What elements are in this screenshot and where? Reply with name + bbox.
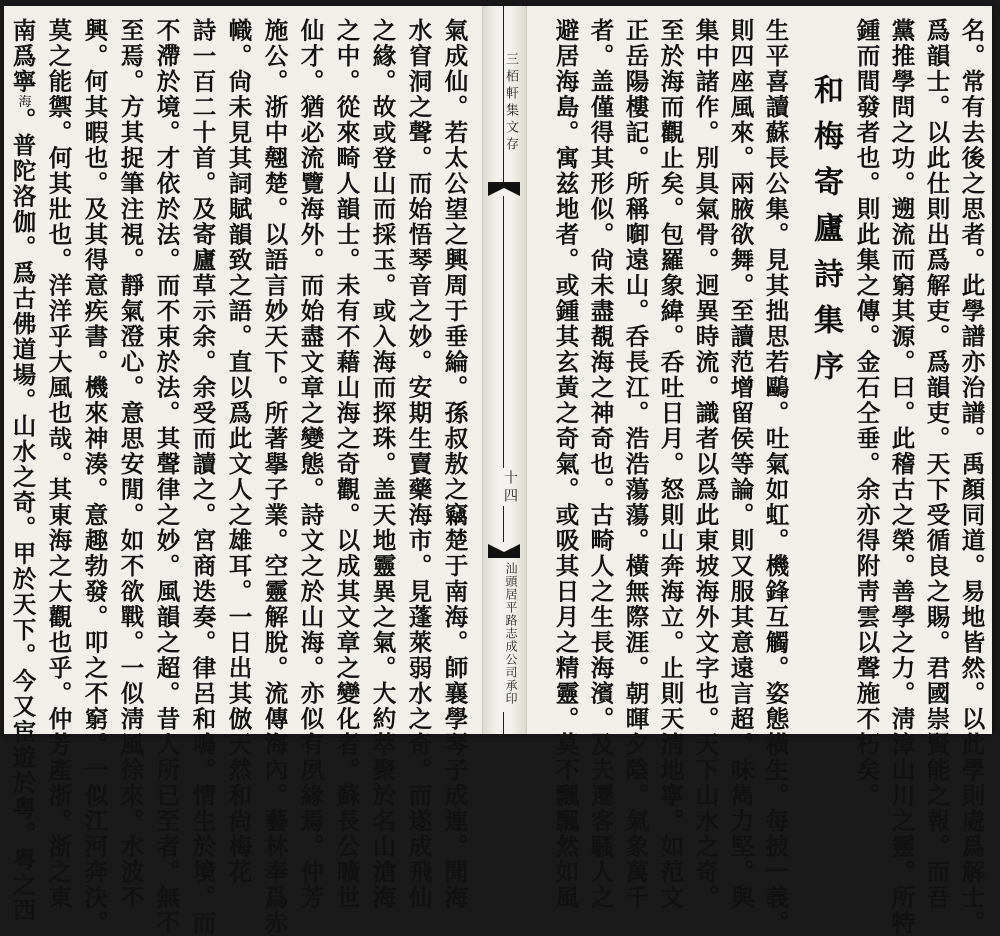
text-column: 則四座風來。兩腋欲舞。至讀范增留侯等論。則又服其意遠言超。味雋力堅。與 — [726, 18, 755, 911]
text-column: 至焉。方其捉筆注視。靜氣澄心。意思安閒。如不欲戰。一似淸風徐來。水波不 — [116, 18, 145, 911]
text-column: 莫之能禦。何其壯也。洋洋乎大風也哉。其東海之大觀也乎。仲芳產浙。浙之東 — [44, 18, 73, 911]
text-column: 詩一百二十首。及寄廬草示余。余受而讀之。宮商迭奏。律呂和鳴。情生於境。而 — [188, 18, 217, 936]
text-column: 集中諸作。別具氣骨。迥異時流。識者以爲此東坡海外文字也。天下山水之奇。 — [691, 18, 720, 911]
text-segment: 。普陀洛伽。爲古佛道場。山水之奇。甲於天下。今又宦遊於粤。粤之西 — [8, 107, 37, 924]
text-column: 幟。尙未見其詞賦韻致之語。直以爲此文人之雄耳。一日出其倣天然和尙梅花 — [224, 18, 253, 885]
text-column: 興。何其暇也。及其得意疾書。機來神湊。意趣勃發。叩之不窮。一似江河奔決。 — [80, 18, 109, 936]
inline-note: 海 — [15, 94, 31, 108]
text-column: 鍾而間發者也。則此集之傳。金石仝垂。余亦得附靑雲以聲施不朽矣。 — [852, 18, 881, 809]
text-column: 至於海而觀止矣。包羅象緯。呑吐日月。怒則山奔海立。止則天淸地寧。如范文 — [656, 18, 685, 911]
book-gutter — [482, 6, 526, 734]
page-title: 和梅寄廬詩集序 — [808, 74, 843, 396]
text-column: 氣成仙。若太公望之興周于垂綸。孫叔敖之竊楚于南海。師襄學琴子成連。聞海 — [440, 18, 469, 911]
text-column: 水窅洞之聲。而始悟琴音之妙。安期生賣藥海市。見蓬萊弱水之奇。而遂成飛仙 — [404, 18, 433, 911]
left-page — [4, 6, 483, 936]
text-column: 者。盖僅得其形似。尙未盡覩海之神奇也。古畸人之生長海濱。及夫遷客騷人之 — [586, 18, 615, 911]
text-column: 名。常有去後之思者。此學譜亦治譜。禹顏同道。易地皆然。以此學則處爲解士。 — [957, 18, 986, 936]
gutter-rule — [503, 506, 504, 542]
text-column: 之緣。故或登山而採玉。或入海而探珠。盖天地靈異之氣。大約萃聚於名山滄海 — [368, 18, 397, 911]
text-column: 正岳陽樓記。所稱啣遠山。呑長江。浩浩蕩蕩。橫無際涯。朝暉夕陰。氣象萬千 — [621, 18, 650, 911]
page-number: 十四 — [502, 470, 518, 506]
text-column: 黨推學問之功。遡流而窮其源。曰。此稽古之榮。善學之力。淸漳山川之靈。所特 — [887, 18, 916, 936]
text-column: 生平喜讀蘇長公集。見其拙思若鷗。吐氣如虹。機鋒互觸。姿態橫生。每披一義。 — [761, 18, 790, 936]
text-column: 施公。浙中翹楚。以語言妙天下。所著擧子業。空靈解脫。流傳海內。藝林奉爲赤 — [260, 18, 289, 936]
text-column: 不滯於境。才依於法。而不束於法。其聲律之妙。風韻之超。昔人所已至者。無不 — [152, 18, 181, 936]
printer-imprint: 汕頭居平路志成公司承印 — [504, 562, 518, 705]
running-title: 三栢軒集文存 — [503, 52, 518, 154]
text-column: 避居海島。寓兹地者。或鍾其玄黃之奇氣。或吸其日月之精靈。莫不飄飄然如風 — [551, 18, 580, 911]
fishtail-mark-bottom — [482, 544, 526, 558]
text-column: 仙才。猶必流覽海外。而始盡文章之變態。詩文之於山海。亦似有夙緣焉。仲芳 — [296, 18, 325, 911]
fishtail-mark-top — [482, 182, 526, 196]
right-page — [526, 6, 993, 936]
gutter-rule — [503, 712, 504, 734]
text-column — [8, 18, 37, 924]
text-column: 之中。從來畸人韻士。未有不藉山海之奇觀。以成其文章之變化者。蘇長公曠世 — [332, 18, 361, 911]
text-segment: 南爲寧 — [8, 18, 37, 95]
book-spread — [4, 6, 992, 936]
gutter-rule — [503, 196, 504, 468]
text-column: 爲韻士。以此仕則出爲解吏。爲韻吏。天下受循良之賜。君國崇賢能之報。而吾 — [922, 18, 951, 911]
